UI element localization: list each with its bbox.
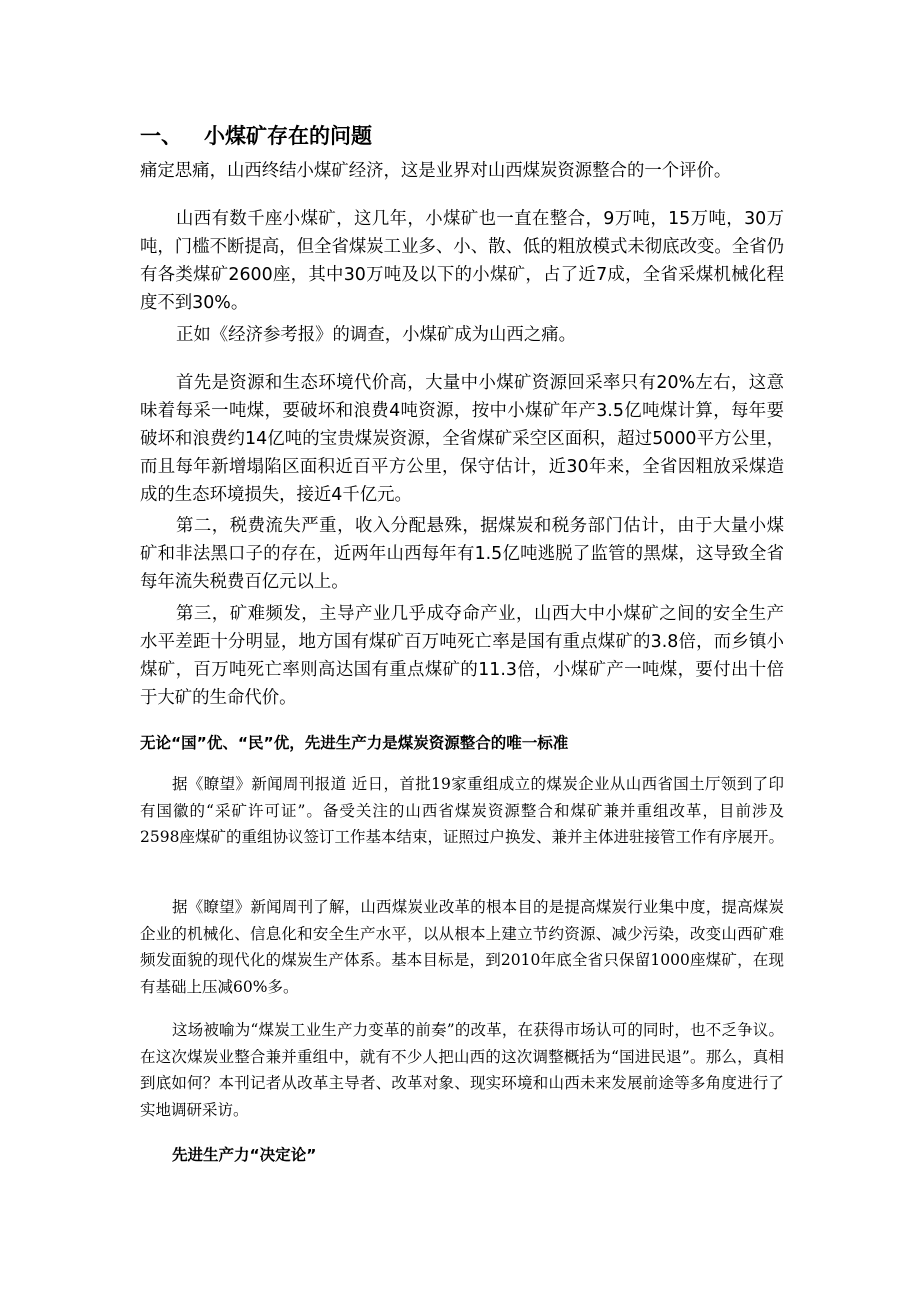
section-number: 一、	[140, 124, 182, 148]
article-heading: 无论“国”优、“民”优，先进生产力是煤炭资源整合的唯一标准	[140, 734, 569, 752]
paragraph-mine-accidents: 第三，矿难频发，主导产业几乎成夺命产业，山西大中小煤矿之间的安全生产水平差距十分明显，地方国有煤矿百万吨死亡率是国有重点煤矿的3.8倍，而乡镇小煤矿，百万吨死亡率则高达国有重点煤矿的11.3倍，小煤矿产一吨煤，要付出十倍于大矿的生命代价。	[140, 604, 784, 708]
paragraph-controversy: 这场被喻为“煤炭工业生产力变革的前奏”的改革，在获得市场认可的同时，也不乏争议。在这次煤炭业整合兼并重组中，就有不少人把山西的这次调整概括为“国进民退”。那么，真相到底如何？本刊记者从改革主导者、改革对象、现实环境和山西未来发展前途等多角度进行了实地调研采访。	[140, 1021, 784, 1119]
paragraph-resource-cost: 首先是资源和生态环境代价高，大量中小煤矿资源回采率只有20%左右，这意味着每采一吨煤，要破坏和浪费4吨资源，按中小煤矿年产3.5亿吨煤计算，每年要破坏和浪费约14亿吨的宝贵煤炭资源，全省煤矿采空区面积，超过5000平方公里，而且每年新增塌陷区面积近百平方公里，保守估计，近30年来，全省因粗放采煤造成的生态环境损失，接近4千亿元。	[140, 373, 784, 505]
paragraph-reform-goal: 据《瞭望》新闻周刊了解，山西煤炭业改革的根本目的是提高煤炭行业集中度，提高煤炭企业的机械化、信息化和安全生产水平，以从根本上建立节约资源、减少污染，改变山西矿难频发面貌的现代化的煤炭生产体系。基本目标是，到2010年底全省只保留1000座煤矿，在现有基础上压减60%多。	[140, 898, 784, 996]
sub-heading: 先进生产力“决定论”	[172, 1146, 317, 1164]
paragraph-small-mines-count: 山西有数千座小煤矿，这几年，小煤矿也一直在整合，9万吨，15万吨，30万吨，门槛不断提高，但全省煤炭工业多、小、散、低的粗放模式未彻底改变。全省仍有各类煤矿2600座，其中30万吨及以下的小煤矿，占了近7成，全省采煤机械化程度不到30%。	[140, 209, 784, 313]
paragraph-liaowang-report: 据《瞭望》新闻周刊报道 近日，首批19家重组成立的煤炭企业从山西省国土厅领到了印有国徽的“采矿许可证”。备受关注的山西省煤炭资源整合和煤矿兼并重组改革，目前涉及2598座煤矿的重组协议签订工作基本结束，证照过户换发、兼并主体进驻接管工作有序展开。	[140, 775, 784, 846]
paragraph-tax-loss: 第二，税费流失严重，收入分配悬殊，据煤炭和税务部门估计，由于大量小煤矿和非法黑口子的存在，近两年山西每年有1.5亿吨逃脱了监管的黑煤，这导致全省每年流失税费百亿元以上。	[140, 516, 784, 592]
paragraph-pain-quote: 正如《经济参考报》的调查，小煤矿成为山西之痛。	[176, 325, 576, 345]
section-title: 小煤矿存在的问题	[204, 124, 372, 148]
lead-paragraph: 痛定思痛，山西终结小煤矿经济，这是业界对山西煤炭资源整合的一个评价。	[140, 161, 732, 181]
section-heading	[140, 121, 372, 151]
